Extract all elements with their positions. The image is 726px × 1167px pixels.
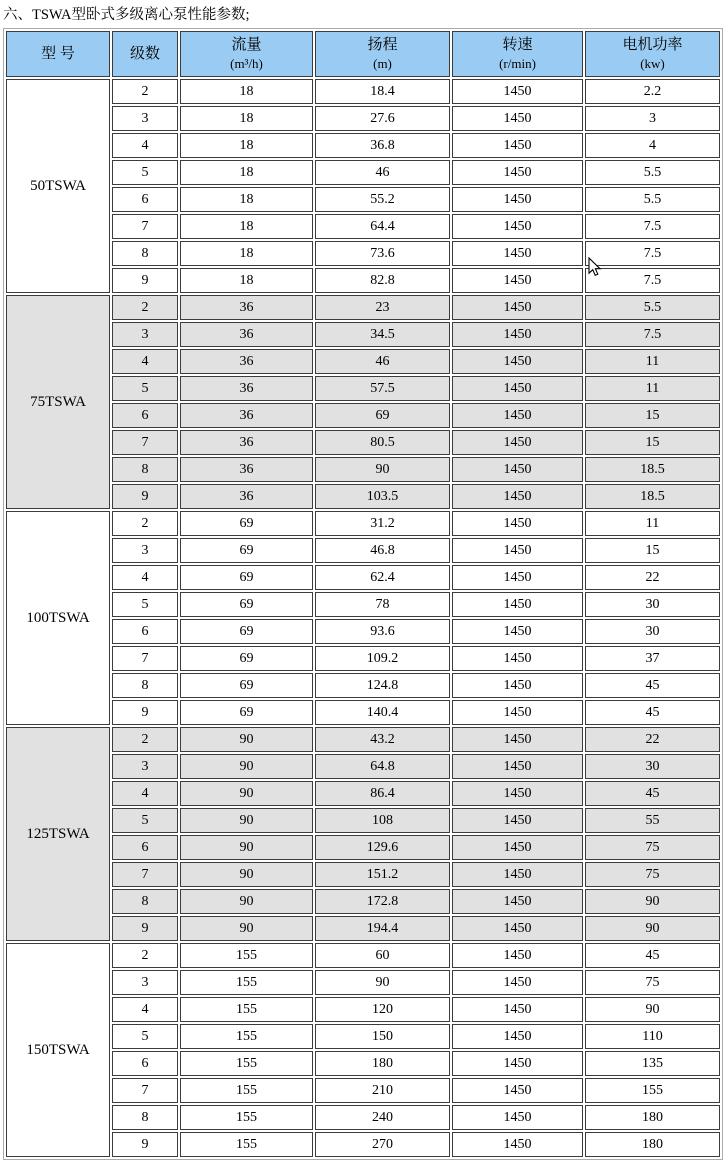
data-cell: 1450	[452, 295, 583, 320]
data-cell: 9	[112, 484, 178, 509]
data-cell: 90	[585, 916, 720, 941]
table-row	[6, 1024, 720, 1049]
table-row	[6, 781, 720, 806]
data-cell: 73.6	[315, 241, 450, 266]
data-cell: 5	[112, 1024, 178, 1049]
table-row	[6, 700, 720, 725]
data-cell: 36	[180, 376, 313, 401]
data-cell: 1450	[452, 511, 583, 536]
data-cell: 140.4	[315, 700, 450, 725]
data-cell: 18	[180, 241, 313, 266]
data-cell: 69	[180, 619, 313, 644]
data-cell: 45	[585, 781, 720, 806]
data-cell: 2.2	[585, 79, 720, 104]
data-cell: 7	[112, 1078, 178, 1103]
data-cell: 22	[585, 565, 720, 590]
model-cell: 125TSWA	[6, 727, 110, 941]
table-row	[6, 349, 720, 374]
data-cell: 90	[180, 727, 313, 752]
data-cell: 78	[315, 592, 450, 617]
data-cell: 1450	[452, 646, 583, 671]
table-row	[6, 187, 720, 212]
data-cell: 90	[315, 970, 450, 995]
table-row	[6, 727, 720, 752]
data-cell: 4	[112, 349, 178, 374]
table-row	[6, 1051, 720, 1076]
data-cell: 3	[112, 970, 178, 995]
data-cell: 2	[112, 727, 178, 752]
data-cell: 15	[585, 430, 720, 455]
data-cell: 1450	[452, 160, 583, 185]
data-cell: 4	[112, 133, 178, 158]
data-cell: 18	[180, 187, 313, 212]
data-cell: 1450	[452, 592, 583, 617]
data-cell: 1450	[452, 133, 583, 158]
data-cell: 3	[112, 754, 178, 779]
table-row	[6, 646, 720, 671]
data-cell: 6	[112, 187, 178, 212]
data-cell: 120	[315, 997, 450, 1022]
data-cell: 36	[180, 484, 313, 509]
data-cell: 1450	[452, 241, 583, 266]
data-cell: 37	[585, 646, 720, 671]
data-cell: 45	[585, 943, 720, 968]
data-cell: 1450	[452, 349, 583, 374]
data-cell: 1450	[452, 1024, 583, 1049]
data-cell: 18.5	[585, 484, 720, 509]
data-cell: 155	[180, 1024, 313, 1049]
data-cell: 1450	[452, 187, 583, 212]
data-cell: 1450	[452, 1051, 583, 1076]
data-cell: 5	[112, 808, 178, 833]
data-cell: 194.4	[315, 916, 450, 941]
table-row	[6, 619, 720, 644]
data-cell: 30	[585, 754, 720, 779]
table-row	[6, 241, 720, 266]
data-cell: 6	[112, 1051, 178, 1076]
data-cell: 1450	[452, 619, 583, 644]
data-cell: 4	[112, 565, 178, 590]
data-cell: 155	[180, 970, 313, 995]
model-cell: 100TSWA	[6, 511, 110, 725]
data-cell: 90	[180, 835, 313, 860]
data-cell: 90	[585, 997, 720, 1022]
data-cell: 1450	[452, 376, 583, 401]
data-cell: 155	[180, 1105, 313, 1130]
data-cell: 8	[112, 889, 178, 914]
data-cell: 2	[112, 943, 178, 968]
data-cell: 5	[112, 160, 178, 185]
data-cell: 8	[112, 673, 178, 698]
data-cell: 23	[315, 295, 450, 320]
data-cell: 155	[180, 997, 313, 1022]
data-cell: 150	[315, 1024, 450, 1049]
data-cell: 5.5	[585, 295, 720, 320]
data-cell: 7	[112, 214, 178, 239]
data-cell: 1450	[452, 808, 583, 833]
data-cell: 8	[112, 241, 178, 266]
data-cell: 3	[112, 538, 178, 563]
column-header-model: 型 号	[6, 31, 110, 77]
data-cell: 129.6	[315, 835, 450, 860]
data-cell: 90	[180, 781, 313, 806]
data-cell: 69	[315, 403, 450, 428]
data-cell: 1450	[452, 322, 583, 347]
data-cell: 5.5	[585, 187, 720, 212]
data-cell: 55	[585, 808, 720, 833]
data-cell: 4	[585, 133, 720, 158]
data-cell: 36.8	[315, 133, 450, 158]
data-cell: 1450	[452, 538, 583, 563]
data-cell: 80.5	[315, 430, 450, 455]
data-cell: 64.4	[315, 214, 450, 239]
table-row	[6, 565, 720, 590]
data-cell: 155	[180, 943, 313, 968]
data-cell: 18	[180, 106, 313, 131]
data-cell: 210	[315, 1078, 450, 1103]
data-cell: 46	[315, 160, 450, 185]
data-cell: 9	[112, 268, 178, 293]
data-cell: 46.8	[315, 538, 450, 563]
data-cell: 3	[112, 322, 178, 347]
table-row	[6, 403, 720, 428]
data-cell: 7	[112, 646, 178, 671]
column-header-head: 扬程 (m)	[315, 31, 450, 77]
data-cell: 155	[180, 1078, 313, 1103]
data-cell: 1450	[452, 943, 583, 968]
data-cell: 240	[315, 1105, 450, 1130]
table-row	[6, 214, 720, 239]
data-cell: 180	[585, 1132, 720, 1157]
column-header-stages: 级数	[112, 31, 178, 77]
table-row	[6, 106, 720, 131]
data-cell: 82.8	[315, 268, 450, 293]
data-cell: 109.2	[315, 646, 450, 671]
table-row	[6, 673, 720, 698]
data-cell: 7.5	[585, 268, 720, 293]
data-cell: 75	[585, 835, 720, 860]
data-cell: 270	[315, 1132, 450, 1157]
data-cell: 69	[180, 700, 313, 725]
table-row	[6, 997, 720, 1022]
table-row	[6, 970, 720, 995]
data-cell: 9	[112, 700, 178, 725]
data-cell: 31.2	[315, 511, 450, 536]
data-cell: 69	[180, 592, 313, 617]
table-row	[6, 1132, 720, 1157]
table-row	[6, 376, 720, 401]
data-cell: 36	[180, 430, 313, 455]
data-cell: 4	[112, 997, 178, 1022]
data-cell: 1450	[452, 970, 583, 995]
data-cell: 36	[180, 349, 313, 374]
data-cell: 1450	[452, 835, 583, 860]
data-cell: 15	[585, 403, 720, 428]
data-cell: 55.2	[315, 187, 450, 212]
table-row	[6, 79, 720, 104]
data-cell: 18	[180, 214, 313, 239]
data-cell: 124.8	[315, 673, 450, 698]
table-row	[6, 430, 720, 455]
data-cell: 1450	[452, 916, 583, 941]
data-cell: 43.2	[315, 727, 450, 752]
data-cell: 36	[180, 403, 313, 428]
data-cell: 1450	[452, 673, 583, 698]
data-cell: 36	[180, 322, 313, 347]
data-cell: 1450	[452, 214, 583, 239]
data-cell: 103.5	[315, 484, 450, 509]
data-cell: 8	[112, 457, 178, 482]
data-cell: 22	[585, 727, 720, 752]
table-row	[6, 484, 720, 509]
data-cell: 18.5	[585, 457, 720, 482]
table-row	[6, 457, 720, 482]
data-cell: 1450	[452, 889, 583, 914]
data-cell: 1450	[452, 1078, 583, 1103]
table-row	[6, 133, 720, 158]
data-cell: 18.4	[315, 79, 450, 104]
table-row	[6, 916, 720, 941]
data-cell: 155	[180, 1132, 313, 1157]
data-cell: 90	[180, 916, 313, 941]
table-row	[6, 754, 720, 779]
table-row	[6, 295, 720, 320]
data-cell: 69	[180, 538, 313, 563]
data-cell: 4	[112, 781, 178, 806]
data-cell: 1450	[452, 565, 583, 590]
data-cell: 11	[585, 511, 720, 536]
data-cell: 90	[585, 889, 720, 914]
data-cell: 7	[112, 430, 178, 455]
data-cell: 1450	[452, 781, 583, 806]
data-cell: 108	[315, 808, 450, 833]
data-cell: 18	[180, 268, 313, 293]
data-cell: 135	[585, 1051, 720, 1076]
table-header-row	[6, 31, 720, 77]
data-cell: 1450	[452, 1132, 583, 1157]
data-cell: 18	[180, 133, 313, 158]
data-cell: 180	[585, 1105, 720, 1130]
data-cell: 1450	[452, 106, 583, 131]
data-cell: 5	[112, 376, 178, 401]
data-cell: 64.8	[315, 754, 450, 779]
data-cell: 3	[585, 106, 720, 131]
table-row	[6, 538, 720, 563]
data-cell: 180	[315, 1051, 450, 1076]
data-cell: 1450	[452, 268, 583, 293]
data-cell: 1450	[452, 997, 583, 1022]
data-cell: 7.5	[585, 322, 720, 347]
column-header-speed: 转速 (r/min)	[452, 31, 583, 77]
data-cell: 3	[112, 106, 178, 131]
data-cell: 69	[180, 511, 313, 536]
data-cell: 9	[112, 1132, 178, 1157]
data-cell: 30	[585, 592, 720, 617]
data-cell: 1450	[452, 79, 583, 104]
data-cell: 155	[180, 1051, 313, 1076]
data-cell: 2	[112, 511, 178, 536]
data-cell: 11	[585, 349, 720, 374]
data-cell: 1450	[452, 700, 583, 725]
data-cell: 75	[585, 862, 720, 887]
data-cell: 90	[180, 889, 313, 914]
table-row	[6, 862, 720, 887]
data-cell: 7.5	[585, 241, 720, 266]
data-cell: 6	[112, 619, 178, 644]
data-cell: 15	[585, 538, 720, 563]
data-cell: 2	[112, 295, 178, 320]
data-cell: 60	[315, 943, 450, 968]
data-cell: 18	[180, 160, 313, 185]
data-cell: 57.5	[315, 376, 450, 401]
data-cell: 6	[112, 835, 178, 860]
table-row	[6, 808, 720, 833]
data-cell: 110	[585, 1024, 720, 1049]
data-cell: 5.5	[585, 160, 720, 185]
data-cell: 155	[585, 1078, 720, 1103]
table-row	[6, 943, 720, 968]
data-cell: 90	[180, 754, 313, 779]
table-row	[6, 835, 720, 860]
data-cell: 9	[112, 916, 178, 941]
model-cell: 75TSWA	[6, 295, 110, 509]
model-cell: 150TSWA	[6, 943, 110, 1157]
data-cell: 151.2	[315, 862, 450, 887]
table-row	[6, 1078, 720, 1103]
column-header-power: 电机功率 (kw)	[585, 31, 720, 77]
data-cell: 7.5	[585, 214, 720, 239]
table-row	[6, 268, 720, 293]
data-cell: 36	[180, 457, 313, 482]
model-cell: 50TSWA	[6, 79, 110, 293]
data-cell: 6	[112, 403, 178, 428]
data-cell: 27.6	[315, 106, 450, 131]
data-cell: 1450	[452, 1105, 583, 1130]
data-cell: 11	[585, 376, 720, 401]
table-row	[6, 511, 720, 536]
data-cell: 90	[180, 862, 313, 887]
data-cell: 69	[180, 646, 313, 671]
data-cell: 2	[112, 79, 178, 104]
data-cell: 1450	[452, 403, 583, 428]
data-cell: 75	[585, 970, 720, 995]
page-title: 六、TSWA型卧式多级离心泵性能参数;	[3, 7, 250, 23]
column-header-flow: 流量 (m³/h)	[180, 31, 313, 77]
data-cell: 5	[112, 592, 178, 617]
data-cell: 1450	[452, 754, 583, 779]
data-cell: 45	[585, 673, 720, 698]
data-cell: 69	[180, 565, 313, 590]
data-cell: 34.5	[315, 322, 450, 347]
table-row	[6, 160, 720, 185]
data-cell: 93.6	[315, 619, 450, 644]
pump-performance-table	[3, 28, 723, 1160]
data-cell: 8	[112, 1105, 178, 1130]
data-cell: 18	[180, 79, 313, 104]
table-row	[6, 592, 720, 617]
data-cell: 1450	[452, 430, 583, 455]
data-cell: 90	[180, 808, 313, 833]
data-cell: 1450	[452, 727, 583, 752]
data-cell: 1450	[452, 484, 583, 509]
data-cell: 62.4	[315, 565, 450, 590]
table-row	[6, 322, 720, 347]
table-row	[6, 1105, 720, 1130]
table-row	[6, 889, 720, 914]
data-cell: 7	[112, 862, 178, 887]
data-cell: 86.4	[315, 781, 450, 806]
data-cell: 45	[585, 700, 720, 725]
data-cell: 1450	[452, 862, 583, 887]
data-cell: 30	[585, 619, 720, 644]
data-cell: 90	[315, 457, 450, 482]
data-cell: 1450	[452, 457, 583, 482]
data-cell: 46	[315, 349, 450, 374]
data-cell: 172.8	[315, 889, 450, 914]
data-cell: 69	[180, 673, 313, 698]
data-cell: 36	[180, 295, 313, 320]
